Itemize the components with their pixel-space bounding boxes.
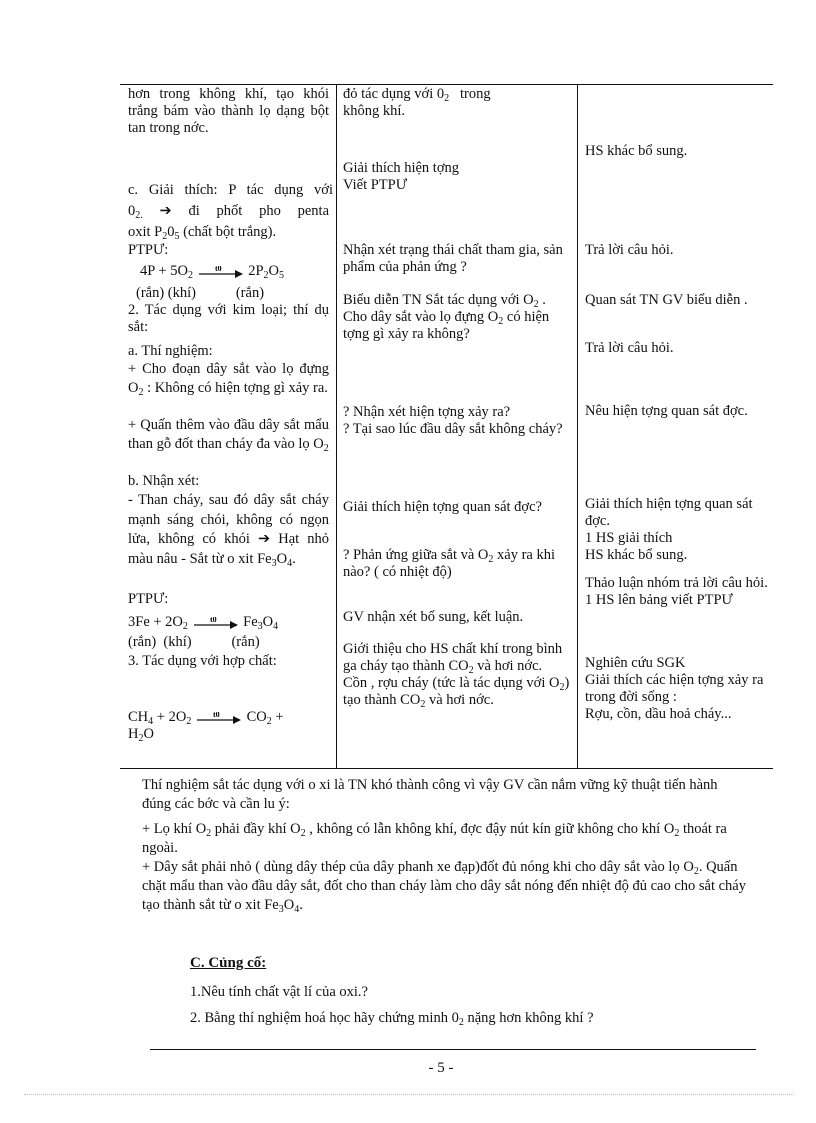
teacher-note: [142, 776, 748, 915]
col3-e: Nêu hiện tợng quan sát đợc.: [585, 403, 748, 419]
col2-e: ? Nhận xét hiện tợng xảy ra? ? Tại sao lúc đầu dây sắt không cháy?: [343, 404, 563, 437]
equation-3: $CH_4 + 2O_2$ t0 $CO_2$ +: [128, 709, 284, 727]
col1-p9: 3. Tác dụng với hợp chất:: [128, 653, 277, 669]
col2-g: ? Phản ứng giữa sắt và $O_2$ xảy ra khi nào? ( có nhiệt độ): [343, 547, 555, 580]
col3-b: Trả lời câu hỏi.: [585, 242, 674, 258]
page-edge-dotted-line: [24, 1094, 794, 1095]
arrow-label: t0: [212, 711, 220, 719]
col1-p3: 2. Tác dụng với kim loại; thí dụ sắt:: [128, 302, 329, 335]
section-heading: C. Củng cố:: [190, 955, 267, 971]
col1-p7: b. Nhận xét:: [128, 473, 200, 489]
equation-2: $3Fe + 2O_2$ t0 $Fe_3O_4$: [128, 614, 279, 632]
table-top-rule: [120, 84, 773, 85]
note-point-1: + Lọ khí $O_2$ phải đầy khí $O_2$ , không có lẫn không khí, đợc đậy nút kín giữ không cho khí $O_2$ thoát ra ngoài.: [142, 821, 727, 856]
col1-p5: + Cho đoạn dây sắt vào lọ đựng $O_2$ : Không có hiện tợng gì xảy ra.: [128, 361, 329, 398]
col1-p6: + Quấn thêm vào đầu dây sắt mẩu than gỗ đốt than cháy đa vào lọ $O_2$: [128, 417, 329, 454]
col3-d: Trả lời câu hỏi.: [585, 340, 674, 356]
col2-f: Giải thích hiện tợng quan sát đợc?: [343, 499, 542, 515]
reaction-arrow-icon: [199, 266, 243, 278]
table-col-divider-1: [336, 84, 337, 768]
arrow-label: t0: [209, 616, 217, 624]
arrow-right-icon: ➔: [258, 531, 271, 547]
table-bottom-rule: [120, 768, 773, 769]
arrow-label: t0: [214, 265, 222, 273]
question-2: 2. Bằng thí nghiệm hoá học hãy chứng minh $0_2$ nặng hơn không khí ?: [190, 1010, 594, 1028]
col1-ptpu-2: PTPƯ:: [128, 591, 169, 607]
col1-p8: - Than cháy, sau đó dây sắt cháy mạnh sáng chói, không có ngọn lửa, không có khói ➔ Hạt nhỏ màu nâu - Sắt từ o xit $Fe_3O_4$.: [128, 492, 330, 569]
col3-f: Giải thích hiện tợng quan sát đợc. 1 HS giải thích HS khác bổ sung.: [585, 496, 753, 563]
col3-a: HS khác bổ sung.: [585, 143, 688, 159]
arrow-right-icon: ➔: [159, 203, 172, 219]
reaction-arrow-icon: [194, 617, 238, 629]
col3-c: Quan sát TN GV biểu diễn .: [585, 292, 748, 308]
col2-d: Biểu diễn TN Sắt tác dụng với $O_2$ . Cho dây sắt vào lọ đựng $O_2$ có hiện tợng gì xảy ra không?: [343, 292, 550, 342]
note-intro: Thí nghiệm sắt tác dụng với o xi là TN khó thành công vì vậy GV cần nắm vững kỹ thuật tiến hành đúng các bớc và cần lu ý:: [142, 777, 718, 812]
equation-1-states: (rắn) (khí) (rắn): [136, 285, 265, 301]
equation-3-cont: $H_2O$: [128, 726, 154, 744]
col2-i: Giới thiệu cho HS chất khí trong bình ga cháy tạo thành $CO_2$ và hơi nớc. Cồn , rợu cháy (tức là tác dụng với $O_2$) tạo thành $CO_2$ và hơi nớc.: [343, 641, 570, 710]
col2-h: GV nhận xét bổ sung, kết luận.: [343, 609, 524, 625]
col1-p4: a. Thí nghiệm:: [128, 343, 213, 359]
col3-g: Thảo luận nhóm trả lời câu hỏi. 1 HS lên bảng viết PTPƯ: [585, 575, 768, 608]
table-col-divider-2: [577, 84, 578, 768]
col2-c: Nhận xét trạng thái chất tham gia, sản phẩm của phản ứng ?: [343, 242, 563, 275]
col1-ptpu-1: PTPƯ:: [128, 242, 169, 258]
equation-1: $4P + 5O_2$ t0 $2P_2O_5$: [140, 263, 284, 281]
footer-rule: [150, 1049, 756, 1050]
equation-2-states: (rắn) (khí) (rắn): [128, 634, 260, 650]
col3-h: Nghiên cứu SGK Giải thích các hiện tợng xảy ra trong đời sống : Rợu, cồn, dầu hoả cháy...: [585, 655, 764, 722]
col2-a: đỏ tác dụng với $0_2$ trong không khí.: [343, 86, 491, 119]
note-point-2: + Dây sắt phải nhỏ ( dùng dây thép của dây phanh xe đạp)đốt đủ nóng khi cho dây sắt vào lọ $O_2$. Quấn chặt mẩu than vào đầu dây sắt, đốt cho than cháy làm cho dây sắt nóng đến nhiệt độ đủ cao cho sắt cháy tạo thành sắt từ o xit $Fe_3O_4$.: [142, 859, 746, 915]
reaction-arrow-icon: [197, 712, 241, 724]
col2-b: Giải thích hiện tợng Viết PTPƯ: [343, 160, 459, 193]
question-1: 1.Nêu tính chất vật lí của oxi.?: [190, 984, 368, 1000]
col1-p1: hơn trong không khí, tạo khói trắng bám vào thành lọ dạng bột tan trong nớc.: [128, 86, 329, 136]
col1-explain: c. Giải thích: P tác dụng với $0_{2.}$ ➔ đi phốt pho penta oxit $P_20_5$ (chất bột trắng).: [128, 182, 333, 242]
page-number: - 5 -: [428, 1060, 454, 1076]
